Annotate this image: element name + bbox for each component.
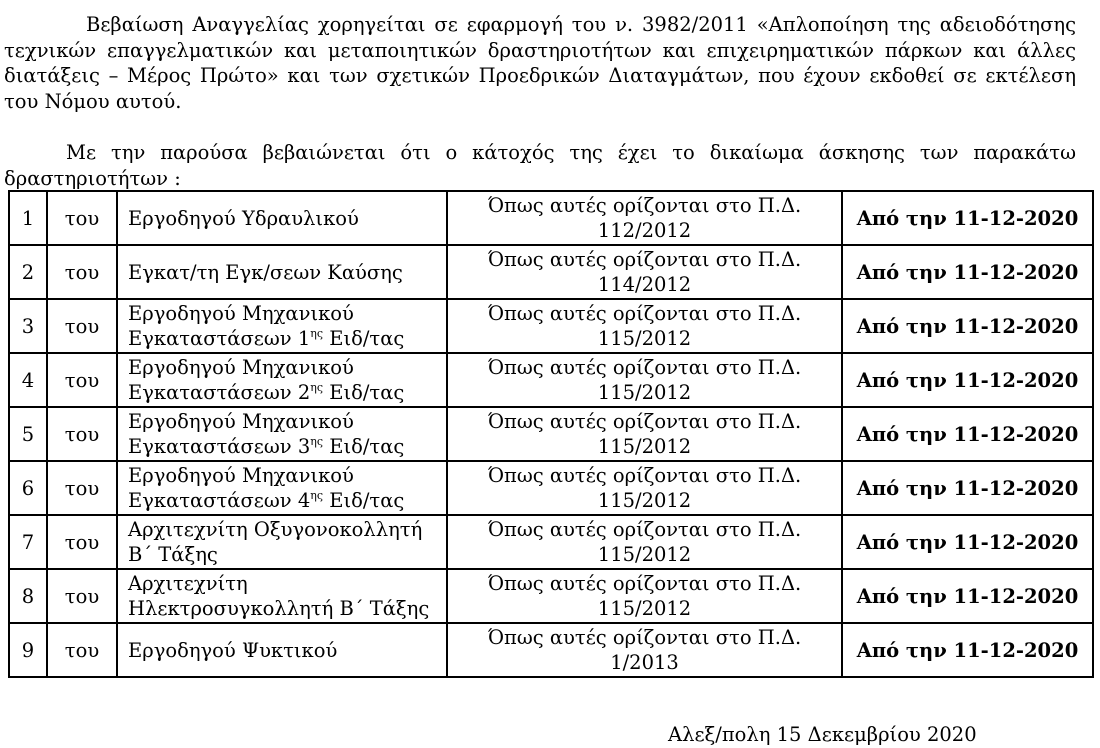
activity-name-line2-text: Εγκαταστάσεων 3 — [128, 435, 311, 458]
activity-law-cell — [447, 569, 842, 623]
activity-name-line1: Εργοδηγού Μηχανικού — [128, 464, 354, 487]
activity-name-line2-text: Ηλεκτροσυγκολλητή Β΄ Τάξης — [128, 597, 430, 620]
activity-law-line1: Όπως αυτές ορίζονται στο Π.Δ. — [487, 248, 802, 271]
activity-law-decree-number: 115/2012 — [597, 381, 692, 404]
activity-number: 5 — [9, 407, 47, 461]
activity-name-line1: Αρχιτεχνίτη Οξυγονοκολλητή — [128, 518, 423, 541]
activity-start-date: Από την 11-12-2020 — [842, 191, 1093, 245]
activity-name-specialty: Ειδ/τας — [323, 381, 405, 404]
activity-number: 6 — [9, 461, 47, 515]
activity-name-specialty: Ειδ/τας — [323, 489, 405, 512]
activity-name-cell — [117, 461, 447, 515]
activity-name-cell — [117, 245, 447, 299]
intro-paragraph-rights: Με την παρούσα βεβαιώνεται ότι ο κάτοχός της έχει το δικαίωμα άσκησης των παρακάτω δραστηριοτήτων : — [4, 141, 1076, 190]
activity-start-date: Από την 11-12-2020 — [842, 245, 1093, 299]
activity-law-cell — [447, 191, 842, 245]
activity-prefix: του — [47, 515, 117, 569]
activity-name-line1: Εργοδηγού Υδραυλικού — [128, 206, 359, 230]
table-row — [9, 299, 1093, 353]
activity-name-ordinal-suffix: ης — [310, 381, 324, 394]
activity-start-date: Από την 11-12-2020 — [842, 299, 1093, 353]
activity-prefix: του — [47, 191, 117, 245]
activity-name-cell — [117, 623, 447, 677]
activity-prefix: του — [47, 353, 117, 407]
activity-law-line1: Όπως αυτές ορίζονται στο Π.Δ. — [487, 356, 802, 379]
activity-name-cell — [117, 353, 447, 407]
activity-law-line1: Όπως αυτές ορίζονται στο Π.Δ. — [487, 194, 802, 217]
activity-law-cell — [447, 623, 842, 677]
activity-law-cell — [447, 299, 842, 353]
activity-law-cell — [447, 407, 842, 461]
table-row — [9, 461, 1093, 515]
activity-name-ordinal-suffix: ης — [310, 327, 324, 340]
activity-name-line2 — [128, 596, 446, 621]
activity-law-cell — [447, 245, 842, 299]
activity-law-cell — [447, 461, 842, 515]
activity-start-date: Από την 11-12-2020 — [842, 353, 1093, 407]
activity-name-cell — [117, 299, 447, 353]
activity-name-line2 — [128, 542, 446, 567]
activity-law-line1: Όπως αυτές ορίζονται στο Π.Δ. — [487, 464, 802, 487]
activity-name-specialty: Ειδ/τας — [323, 327, 405, 350]
table-row — [9, 245, 1093, 299]
activity-number: 2 — [9, 245, 47, 299]
activity-name-cell — [117, 515, 447, 569]
activity-law-decree-number: 115/2012 — [597, 597, 692, 620]
activity-number: 1 — [9, 191, 47, 245]
activity-law-line1: Όπως αυτές ορίζονται στο Π.Δ. — [487, 518, 802, 541]
activity-start-date: Από την 11-12-2020 — [842, 515, 1093, 569]
activity-name-line2-text: Β΄ Τάξης — [128, 543, 218, 566]
activity-name-line2 — [128, 488, 446, 513]
activity-law-line1: Όπως αυτές ορίζονται στο Π.Δ. — [487, 302, 802, 325]
activity-start-date: Από την 11-12-2020 — [842, 407, 1093, 461]
activity-name-cell — [117, 569, 447, 623]
activity-law-decree-number: 115/2012 — [597, 489, 692, 512]
activity-name-line2 — [128, 434, 446, 459]
activity-name-line1: Εργοδηγού Μηχανικού — [128, 410, 354, 433]
activity-start-date: Από την 11-12-2020 — [842, 569, 1093, 623]
activities-table-body — [9, 191, 1093, 677]
activity-law-decree-number: 1/2013 — [610, 651, 679, 674]
intro-paragraph-legal-basis: Βεβαίωση Αναγγελίας χορηγείται σε εφαρμογή του ν. 3982/2011 «Απλοποίηση της αδειοδότησης τεχνικών επαγγελματικών και μεταποιητικών δραστηριοτήτων και επιχειρηματικών πάρκων και άλλες διατάξεις – Μέρος Πρώτο» και των σχετικών Προεδρικών Διαταγμάτων, που έχουν εκδοθεί σε εκτέλεση του Νόμου αυτού. — [4, 13, 1076, 113]
activity-start-date: Από την 11-12-2020 — [842, 623, 1093, 677]
activity-number: 4 — [9, 353, 47, 407]
activity-law-decree-number: 115/2012 — [597, 435, 692, 458]
activity-number: 9 — [9, 623, 47, 677]
activity-name-line1: Εργοδηγού Μηχανικού — [128, 302, 354, 325]
activity-law-decree-number: 114/2012 — [597, 273, 692, 296]
activity-number: 3 — [9, 299, 47, 353]
activity-law-line1: Όπως αυτές ορίζονται στο Π.Δ. — [487, 410, 802, 433]
activity-law-cell — [447, 353, 842, 407]
signature-place-date: Αλεξ/πολη 15 Δεκεμβρίου 2020 — [668, 723, 977, 746]
activity-prefix: του — [47, 461, 117, 515]
activity-law-cell — [447, 515, 842, 569]
table-row — [9, 515, 1093, 569]
activity-name-line1: Εργοδηγού Ψυκτικού — [128, 638, 338, 662]
activities-table — [8, 190, 1094, 678]
activity-name-line1: Εγκατ/τη Εγκ/σεων Καύσης — [128, 260, 403, 284]
activity-number: 7 — [9, 515, 47, 569]
activity-name-line2 — [128, 326, 446, 351]
table-row — [9, 407, 1093, 461]
activity-name-ordinal-suffix: ης — [310, 489, 324, 502]
table-row — [9, 353, 1093, 407]
activity-law-decree-number: 112/2012 — [597, 219, 692, 242]
activity-name-line1: Εργοδηγού Μηχανικού — [128, 356, 354, 379]
activity-law-decree-number: 115/2012 — [597, 543, 692, 566]
activity-law-line1: Όπως αυτές ορίζονται στο Π.Δ. — [487, 626, 802, 649]
activity-number: 8 — [9, 569, 47, 623]
activity-prefix: του — [47, 623, 117, 677]
table-row — [9, 191, 1093, 245]
activity-prefix: του — [47, 569, 117, 623]
activity-law-decree-number: 115/2012 — [597, 327, 692, 350]
activity-name-line1: Αρχιτεχνίτη — [128, 572, 248, 595]
activity-name-line2 — [128, 380, 446, 405]
activity-name-ordinal-suffix: ης — [310, 435, 324, 448]
activity-name-cell — [117, 407, 447, 461]
activity-name-line2-text: Εγκαταστάσεων 4 — [128, 489, 311, 512]
activity-prefix: του — [47, 299, 117, 353]
activity-prefix: του — [47, 245, 117, 299]
activity-prefix: του — [47, 407, 117, 461]
activity-name-line2-text: Εγκαταστάσεων 2 — [128, 381, 311, 404]
activity-name-specialty: Ειδ/τας — [323, 435, 405, 458]
activity-start-date: Από την 11-12-2020 — [842, 461, 1093, 515]
activity-name-cell — [117, 191, 447, 245]
activity-name-line2-text: Εγκαταστάσεων 1 — [128, 327, 311, 350]
activity-law-line1: Όπως αυτές ορίζονται στο Π.Δ. — [487, 572, 802, 595]
table-row — [9, 623, 1093, 677]
table-row — [9, 569, 1093, 623]
